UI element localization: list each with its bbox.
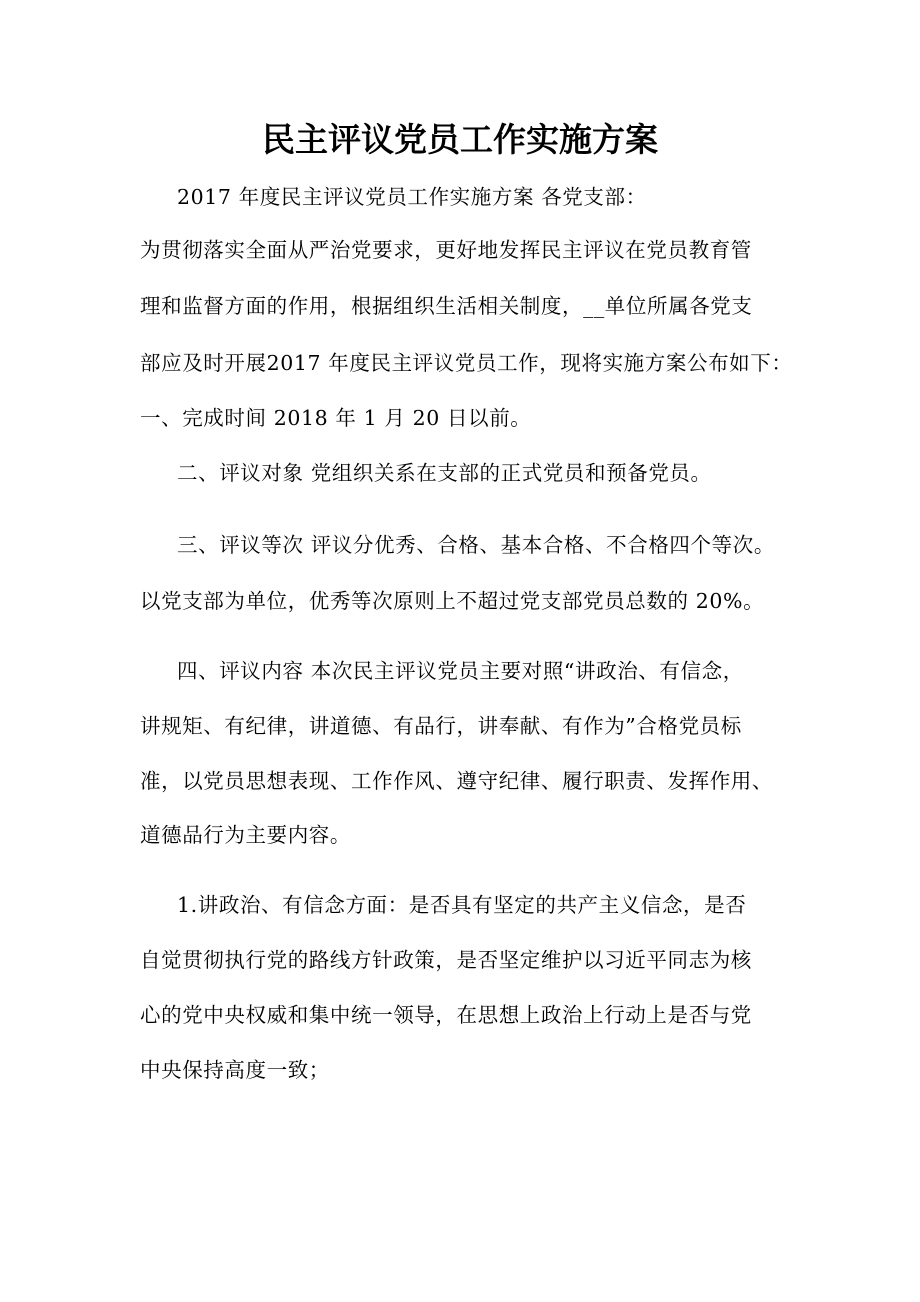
- paragraph-line: 部应及时开展2017 年度民主评议党员工作，现将实施方案公布如下：: [140, 351, 793, 375]
- paragraph-line: 2017 年度民主评议党员工作实施方案 各党支部：: [177, 185, 647, 209]
- paragraph-line: 1.讲政治、有信念方面：是否具有坚定的共产主义信念，是否: [177, 893, 747, 917]
- paragraph-line: 四、评议内容 本次民主评议党员主要对照“讲政治、有信念，: [177, 659, 744, 683]
- paragraph-line: 准，以党员思想表现、工作作风、遵守纪律、履行职责、发挥作用、: [140, 769, 773, 793]
- paragraph-line: 三、评议等次 评议分优秀、合格、基本合格、不合格四个等次。: [177, 533, 775, 557]
- paragraph-line: 中央保持高度一致；: [140, 1058, 330, 1082]
- paragraph-line: 理和监督方面的作用，根据组织生活相关制度，__单位所属各党支: [140, 294, 753, 318]
- document-title: 民主评议党员工作实施方案: [262, 120, 658, 159]
- paragraph-line: 为贯彻落实全面从严治党要求，更好地发挥民主评议在党员教育管: [140, 238, 752, 262]
- paragraph-line: 自觉贯彻执行党的路线方针政策，是否坚定维护以习近平同志为核: [140, 948, 752, 972]
- paragraph-line: 讲规矩、有纪律，讲道德、有品行，讲奉献、有作为”合格党员标: [140, 714, 742, 738]
- paragraph-line: 二、评议对象 党组织关系在支部的正式党员和预备党员。: [177, 461, 712, 485]
- paragraph-line: 心的党中央权威和集中统一领导，在思想上政治上行动上是否与党: [140, 1003, 752, 1027]
- paragraph-line: 以党支部为单位，优秀等次原则上不超过党支部党员总数的 20%。: [140, 589, 765, 613]
- paragraph-line: 道德品行为主要内容。: [140, 823, 351, 847]
- paragraph-line: 一、完成时间 2018 年 1 月 20 日以前。: [140, 406, 532, 430]
